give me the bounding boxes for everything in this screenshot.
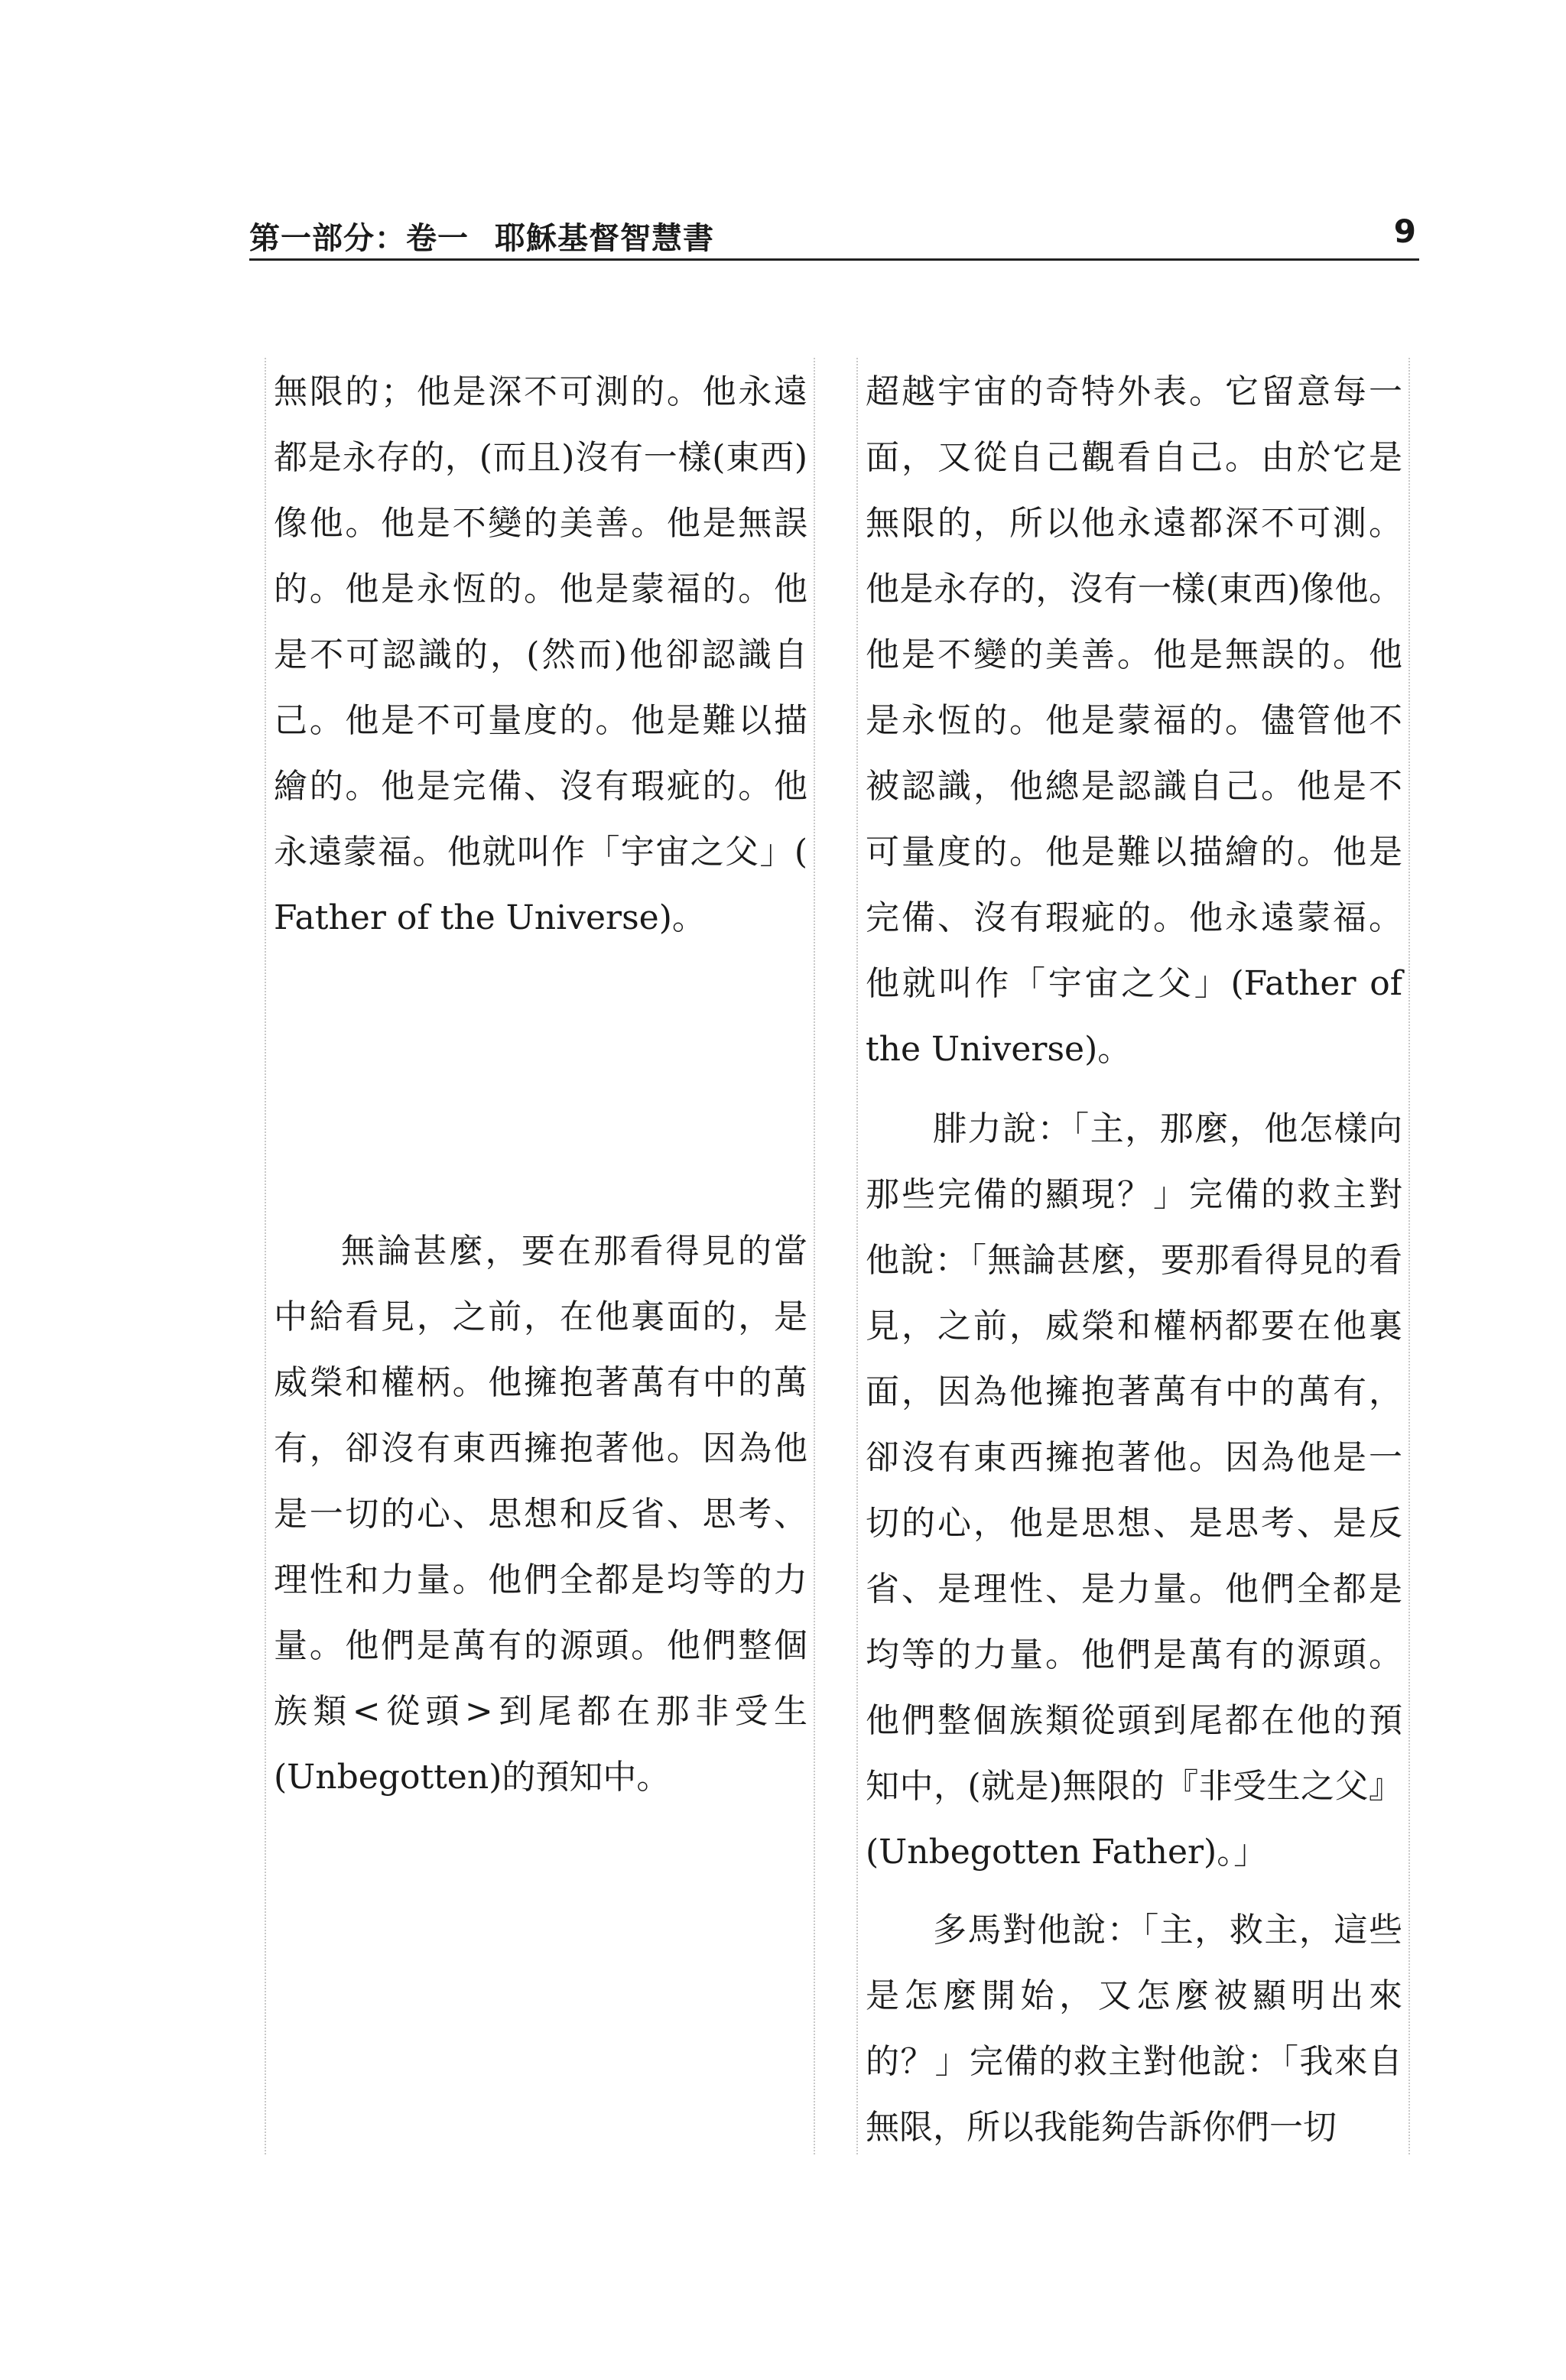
running-head <box>249 214 714 258</box>
left-paragraph-1: 無限的；他是深不可測的。他永遠都是永存的，(而且)沒有一樣(東西)像他。他是不變的美善。他是無誤的。他是永恆的。他是蒙福的。他是不可認識的，(然而)他卻認識自己。他是不可量度的。他是難以描繪的。他是完備、沒有瑕疵的。他永遠蒙福。他就叫作「宇宙之父」( Father of the Universe)。 <box>274 372 807 937</box>
running-header <box>249 205 1419 261</box>
left-column <box>265 358 815 2154</box>
right-paragraph-3: 多馬對他說：「主，救主，這些是怎麼開始，又怎麼被顯明出來的？」完備的救主對他說：「我來自無限，所以我能夠告訴你們一切 <box>866 1911 1402 2147</box>
section-label: 第一部分：卷一 <box>249 221 469 256</box>
right-paragraph-1: 超越宇宙的奇特外表。它留意每一面，又從自己觀看自己。由於它是無限的，所以他永遠都深不可測。他是永存的，沒有一樣(東西)像他。他是不變的美善。他是無誤的。他是永恆的。他是蒙福的。儘管他不被認識，他總是認識自己。他是不可量度的。他是難以描繪的。他是完備、沒有瑕疵的。他永遠蒙福。他就叫作「宇宙之父」(Father of the Universe)。 <box>866 372 1402 1069</box>
left-paragraph-2: 無論甚麼，要在那看得見的當中給看見，之前，在他裏面的，是威榮和權柄。他擁抱著萬有中的萬有，卻沒有東西擁抱著他。因為他是一切的心、思想和反省、思考、理性和力量。他們全都是均等的力量。他們是萬有的源頭。他們整個族類<從頭>到尾都在那非受生(Unbegotten)的預知中。 <box>274 1232 807 1797</box>
page-number: 9 <box>1393 213 1416 250</box>
right-paragraph-2: 腓力說：「主，那麼，他怎樣向那些完備的顯現？」完備的救主對他說：「無論甚麼，要那看得見的看見，之前，威榮和權柄都要在他裏面，因為他擁抱著萬有中的萬有，卻沒有東西擁抱著他。因為他是一切的心，他是思想、是思考、是反省、是理性、是力量。他們全都是均等的力量。他們是萬有的源頭。他們整個族類從頭到尾都在他的預知中，(就是)無限的『非受生之父』(Unbegotten Father)。」 <box>866 1109 1402 1872</box>
right-column <box>856 358 1410 2154</box>
book-title: 耶穌基督智慧書 <box>495 221 714 256</box>
